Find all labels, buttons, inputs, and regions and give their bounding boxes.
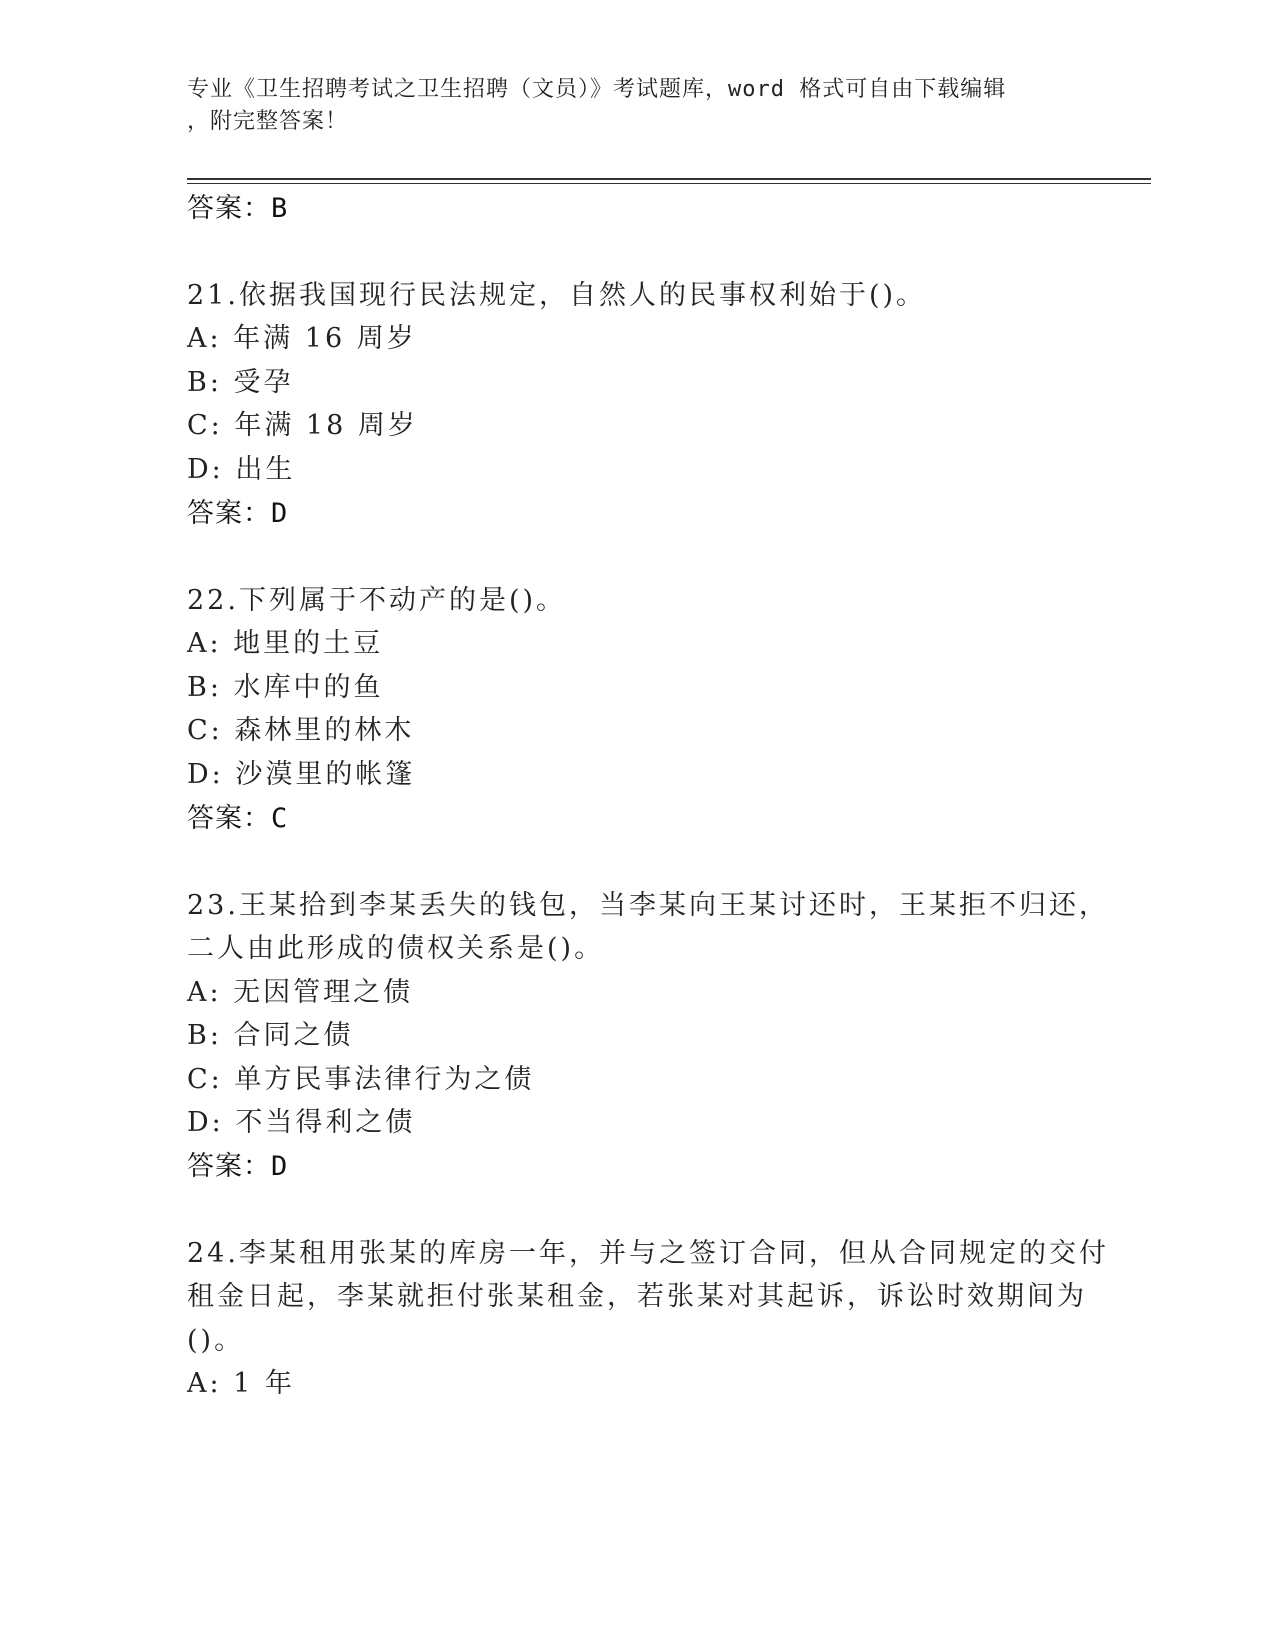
question-24-option-a: A: 1 年: [187, 1368, 295, 1399]
question-23-option-b: B: 合同之债: [187, 1020, 354, 1051]
header-rule-thick: [187, 178, 1151, 180]
question-21-option-d: D: 出生: [187, 454, 296, 485]
question-21-option-b: B: 受孕: [187, 367, 294, 398]
question-23-answer: 答案：D: [187, 1151, 289, 1182]
question-21-stem: 21.依据我国现行民法规定，自然人的民事权利始于()。: [187, 280, 927, 311]
header-line-2: ，附完整答案！: [187, 109, 349, 134]
question-23-option-d: D: 不当得利之债: [187, 1107, 416, 1138]
question-22-option-a: A: 地里的土豆: [187, 628, 384, 659]
question-24-stem-line-3: ()。: [187, 1325, 245, 1356]
question-23-stem-line-2: 二人由此形成的债权关系是()。: [187, 933, 605, 964]
question-22-option-b: B: 水库中的鱼: [187, 672, 384, 703]
question-23-stem-line-1: 23.王某拾到李某丢失的钱包，当李某向王某讨还时，王某拒不归还，: [187, 890, 1109, 921]
question-22-answer: 答案：C: [187, 803, 289, 834]
document-header: [187, 74, 1067, 138]
question-24-stem-line-1: 24.李某租用张某的库房一年，并与之签订合同，但从合同规定的交付: [187, 1238, 1109, 1269]
question-22-stem: 22.下列属于不动产的是()。: [187, 585, 567, 616]
question-24-stem-line-2: 租金日起，李某就拒付张某租金，若张某对其起诉，诉讼时效期间为: [187, 1281, 1087, 1312]
header-rule-thin: [187, 183, 1151, 184]
question-23-option-a: A: 无因管理之债: [187, 977, 414, 1008]
previous-answer: 答案：B: [187, 193, 289, 224]
question-21-option-c: C: 年满 18 周岁: [187, 410, 418, 441]
question-22-option-c: C: 森林里的林木: [187, 715, 415, 746]
question-21-option-a: A: 年满 16 周岁: [187, 323, 417, 354]
question-23-option-c: C: 单方民事法律行为之债: [187, 1064, 535, 1095]
question-22-option-d: D: 沙漠里的帐篷: [187, 759, 416, 790]
question-21-answer: 答案：D: [187, 498, 289, 529]
header-line-1: 专业《卫生招聘考试之卫生招聘（文员）》考试题库，word 格式可自由下载编辑: [187, 77, 1007, 102]
